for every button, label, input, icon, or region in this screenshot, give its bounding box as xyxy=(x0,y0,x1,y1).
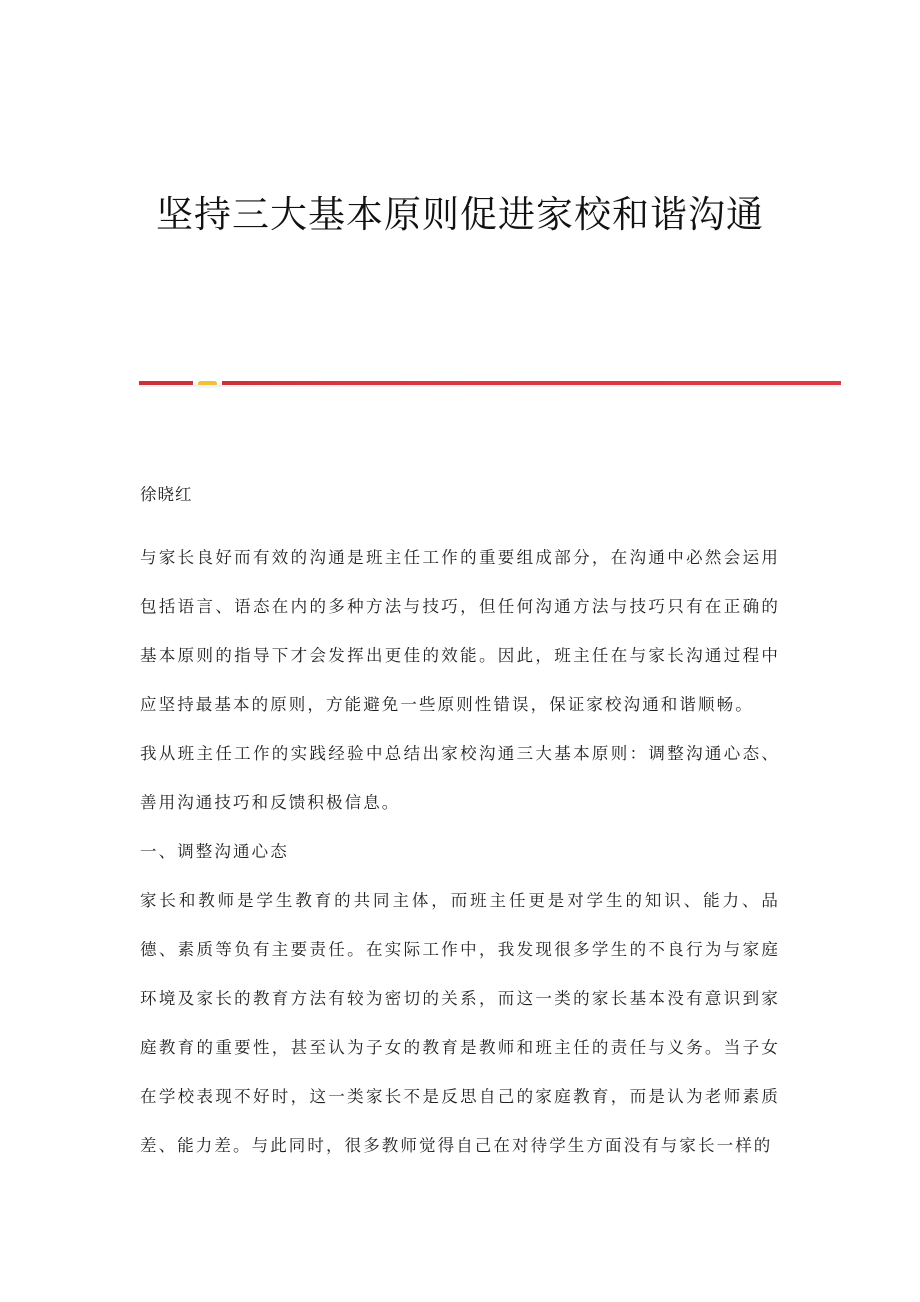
paragraph-section-one: 家长和教师是学生教育的共同主体，而班主任更是对学生的知识、能力、品德、素质等负有主要责任。在实际工作中，我发现很多学生的不良行为与家庭环境及家长的教育方法有较为密切的关系，而这一类的家长基本没有意识到家庭教育的重要性，甚至认为子女的教育是教师和班主任的责任与义务。当子女在学校表现不好时，这一类家长不是反思自己的家庭教育，而是认为老师素质差、能力差。与此同时，很多教师觉得自己在对待学生方面没有与家长一样的 xyxy=(140,891,780,1155)
document-title: 坚持三大基本原则促进家校和谐沟通 xyxy=(156,193,764,236)
paragraph-intro: 与家长良好而有效的沟通是班主任工作的重要组成部分，在沟通中必然会运用包括语言、语态在内的多种方法与技巧，但任何沟通方法与技巧只有在正确的基本原则的指导下才会发挥出更佳的效能。因此，班主任在与家长沟通过程中应坚持最基本的原则，方能避免一些原则性错误，保证家校沟通和谐顺畅。 xyxy=(140,548,780,714)
paragraph-principles: 我从班主任工作的实践经验中总结出家校沟通三大基本原则：调整沟通心态、善用沟通技巧和反馈积极信息。 xyxy=(140,744,780,812)
section-heading: 一、调整沟通心态 xyxy=(140,842,289,861)
document-body xyxy=(140,470,780,1170)
title-divider xyxy=(139,381,841,387)
author-name: 徐晓红 xyxy=(140,485,193,504)
divider-shadow xyxy=(139,385,841,387)
